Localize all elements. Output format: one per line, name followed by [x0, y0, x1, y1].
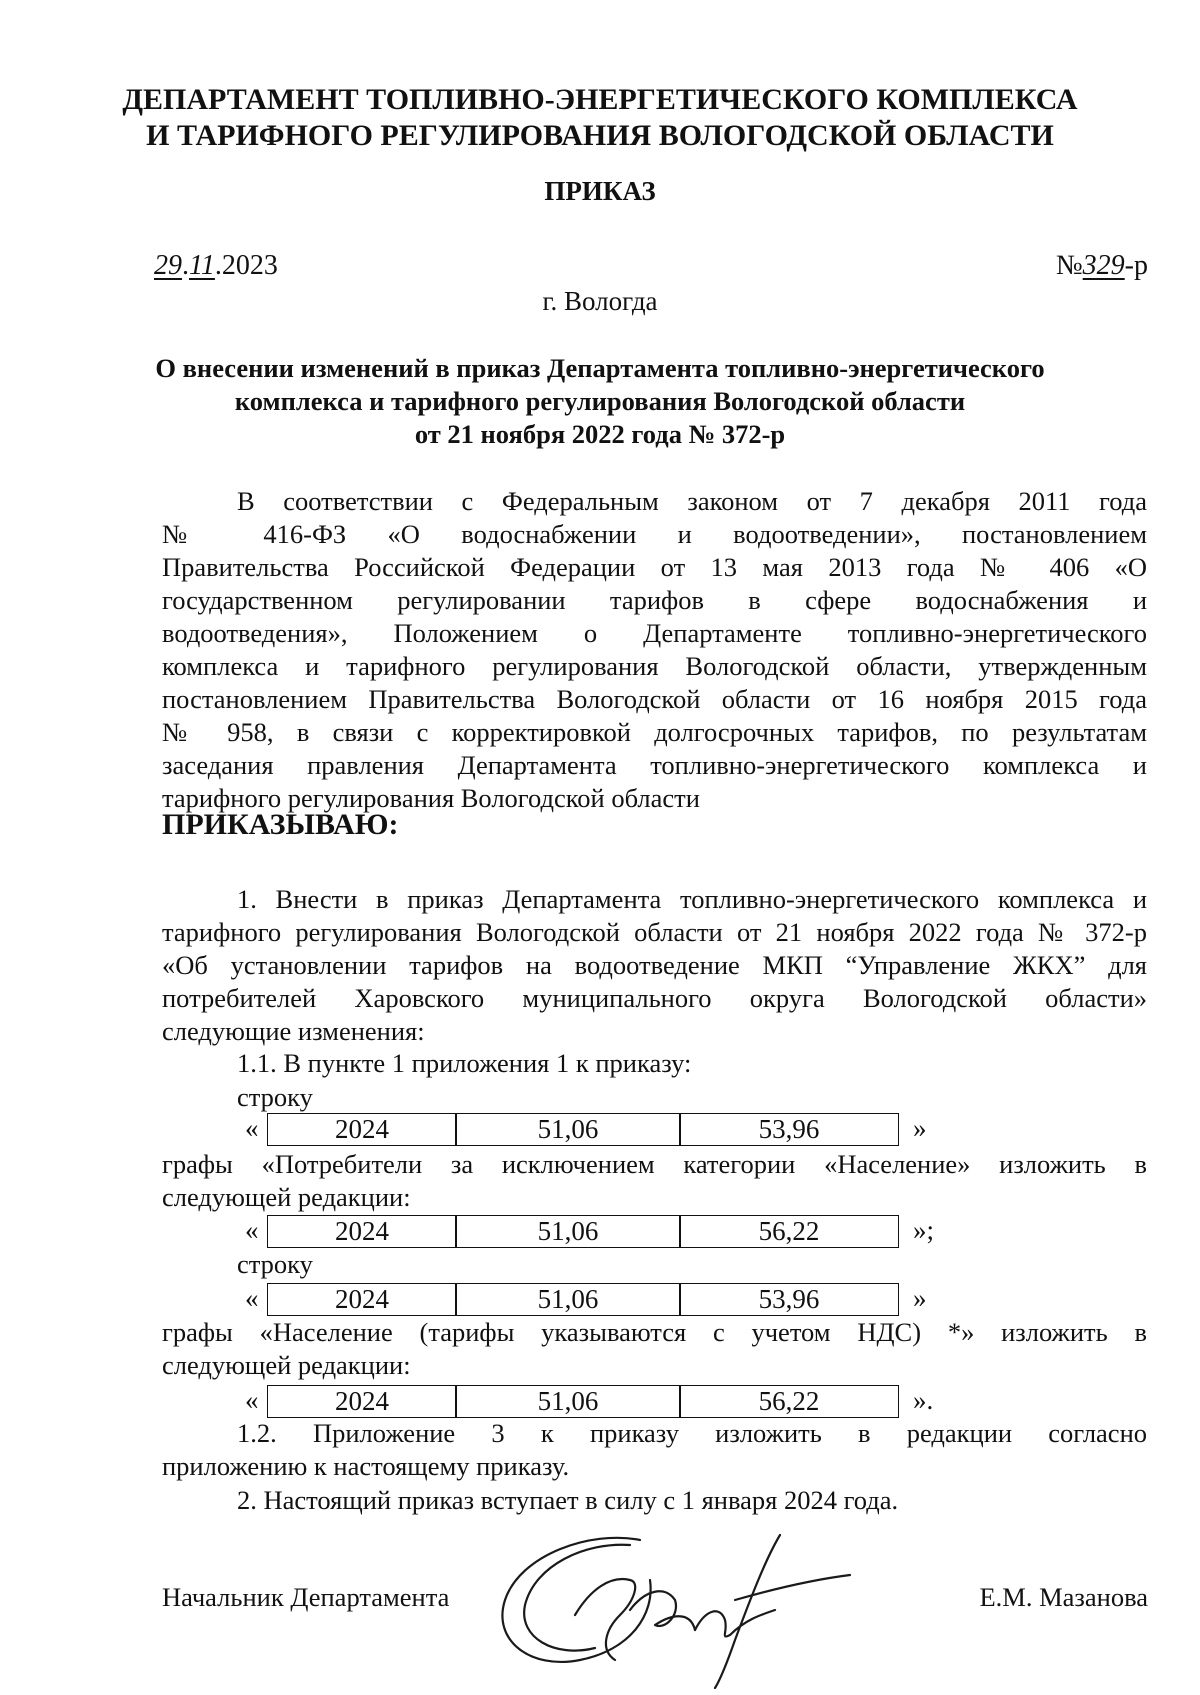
tariff-year-cell: 2024	[267, 1283, 457, 1316]
preamble-line: комплекса и тарифного регулирования Вологодской области, утвержденным	[162, 651, 1147, 681]
title-line-2: комплекса и тарифного регулирования Вологодской области	[234, 386, 966, 416]
handwritten-signature-icon	[480, 1520, 900, 1690]
close-quote: »	[913, 1113, 927, 1143]
tariff-value-1-cell: 51,06	[455, 1113, 681, 1146]
sub-item-1-2	[162, 1417, 1147, 1483]
order-number	[1056, 250, 1148, 282]
preamble-line: государственном регулировании тарифов в сфере водоснабжения и	[162, 585, 1147, 615]
tariff-year-cell: 2024	[267, 1113, 457, 1146]
open-quote: «	[245, 1215, 259, 1245]
tariff-value-1-cell: 51,06	[455, 1283, 681, 1316]
text-a-line-2: следующей редакции:	[162, 1182, 411, 1212]
row-word-2: строку	[237, 1249, 313, 1279]
text-b	[162, 1316, 1147, 1382]
tariff-value-2-cell: 56,22	[679, 1215, 899, 1248]
text-b-line-2: следующей редакции:	[162, 1350, 411, 1380]
tariff-value-2-cell: 53,96	[679, 1283, 899, 1316]
preamble-line: № 958, в связи с корректировкой долгосрочных тарифов, по результатам	[162, 717, 1147, 747]
tariff-year-cell: 2024	[267, 1385, 457, 1418]
date-month: 11	[189, 250, 215, 281]
number-suffix: -р	[1124, 250, 1148, 281]
title-line-1: О внесении изменений в приказ Департамента топливно-энергетического	[155, 353, 1045, 383]
item-1-line: «Об установлении тарифов на водоотведение МКП “Управление ЖКХ” для	[162, 950, 1147, 980]
close-quote: »;	[913, 1215, 935, 1245]
preamble-line: постановлением Правительства Вологодской области от 16 ноября 2015 года	[162, 684, 1147, 714]
row-word-1: строку	[237, 1082, 313, 1112]
org-name-line-2: И ТАРИФНОГО РЕГУЛИРОВАНИЯ ВОЛОГОДСКОЙ ОБЛАСТИ	[146, 119, 1054, 152]
item-1-line: тарифного регулирования Вологодской области от 21 ноября 2022 года № 372-р	[162, 917, 1147, 947]
signatory-name: Е.М. Мазанова	[979, 1582, 1148, 1612]
order-date	[154, 250, 278, 282]
close-quote: ».	[913, 1385, 934, 1415]
date-day: 29	[154, 250, 182, 281]
close-quote: »	[913, 1283, 927, 1313]
text-b-line-1: графы «Население (тарифы указываются с учетом НДС) *» изложить в	[162, 1317, 1147, 1347]
sub-item-1-1: 1.1. В пункте 1 приложения 1 к приказу:	[237, 1048, 692, 1078]
date-separator: .	[182, 250, 189, 281]
sub-item-1-2-line-2: приложению к настоящему приказу.	[162, 1451, 570, 1481]
tariff-value-1-cell: 51,06	[455, 1215, 681, 1248]
text-a	[162, 1148, 1147, 1214]
sub-item-1-2-line-1: 1.2. Приложение 3 к приказу изложить в редакции согласно	[237, 1418, 1147, 1448]
preamble-line: заседания правления Департамента топливно-энергетического комплекса и	[162, 750, 1147, 780]
preamble-line: № 416-ФЗ «О водоснабжении и водоотведении», постановлением	[162, 519, 1147, 549]
city-name: г. Вологда	[542, 286, 658, 316]
tariff-value-1-cell: 51,06	[455, 1385, 681, 1418]
org-name-line-1: ДЕПАРТАМЕНТ ТОПЛИВНО-ЭНЕРГЕТИЧЕСКОГО КОМПЛЕКСА	[122, 83, 1078, 116]
item-1-line: 1. Внести в приказ Департамента топливно-энергетического комплекса и	[237, 884, 1147, 914]
preamble-paragraph	[162, 485, 1147, 815]
text-a-line-1: графы «Потребители за исключением категории «Население» изложить в	[162, 1149, 1147, 1179]
open-quote: «	[245, 1113, 259, 1143]
signatory-position: Начальник Департамента	[162, 1582, 450, 1612]
order-word: ПРИКАЗЫВАЮ:	[162, 808, 399, 841]
preamble-line: водоотведения», Положением о Департаменте топливно-энергетического	[162, 618, 1147, 648]
number-value: 329	[1082, 250, 1125, 281]
doc-type-heading: ПРИКАЗ	[544, 176, 656, 206]
item-2: 2. Настоящий приказ вступает в силу с 1 января 2024 года.	[237, 1485, 899, 1515]
item-1-paragraph	[162, 883, 1147, 1048]
preamble-line: Правительства Российской Федерации от 13 мая 2013 года № 406 «О	[162, 552, 1147, 582]
preamble-line: В соответствии с Федеральным законом от 7 декабря 2011 года	[237, 486, 1147, 516]
title-line-3: от 21 ноября 2022 года № 372-р	[414, 419, 786, 449]
tariff-year-cell: 2024	[267, 1215, 457, 1248]
tariff-value-2-cell: 56,22	[679, 1385, 899, 1418]
tariff-value-2-cell: 53,96	[679, 1113, 899, 1146]
date-year: .2023	[214, 250, 278, 281]
item-1-line: потребителей Харовского муниципального округа Вологодской области»	[162, 983, 1147, 1013]
item-1-line: следующие изменения:	[162, 1016, 425, 1046]
open-quote: «	[245, 1283, 259, 1313]
preamble-line: тарифного регулирования Вологодской области	[162, 783, 700, 813]
number-prefix: №	[1055, 250, 1083, 281]
open-quote: «	[245, 1385, 259, 1415]
